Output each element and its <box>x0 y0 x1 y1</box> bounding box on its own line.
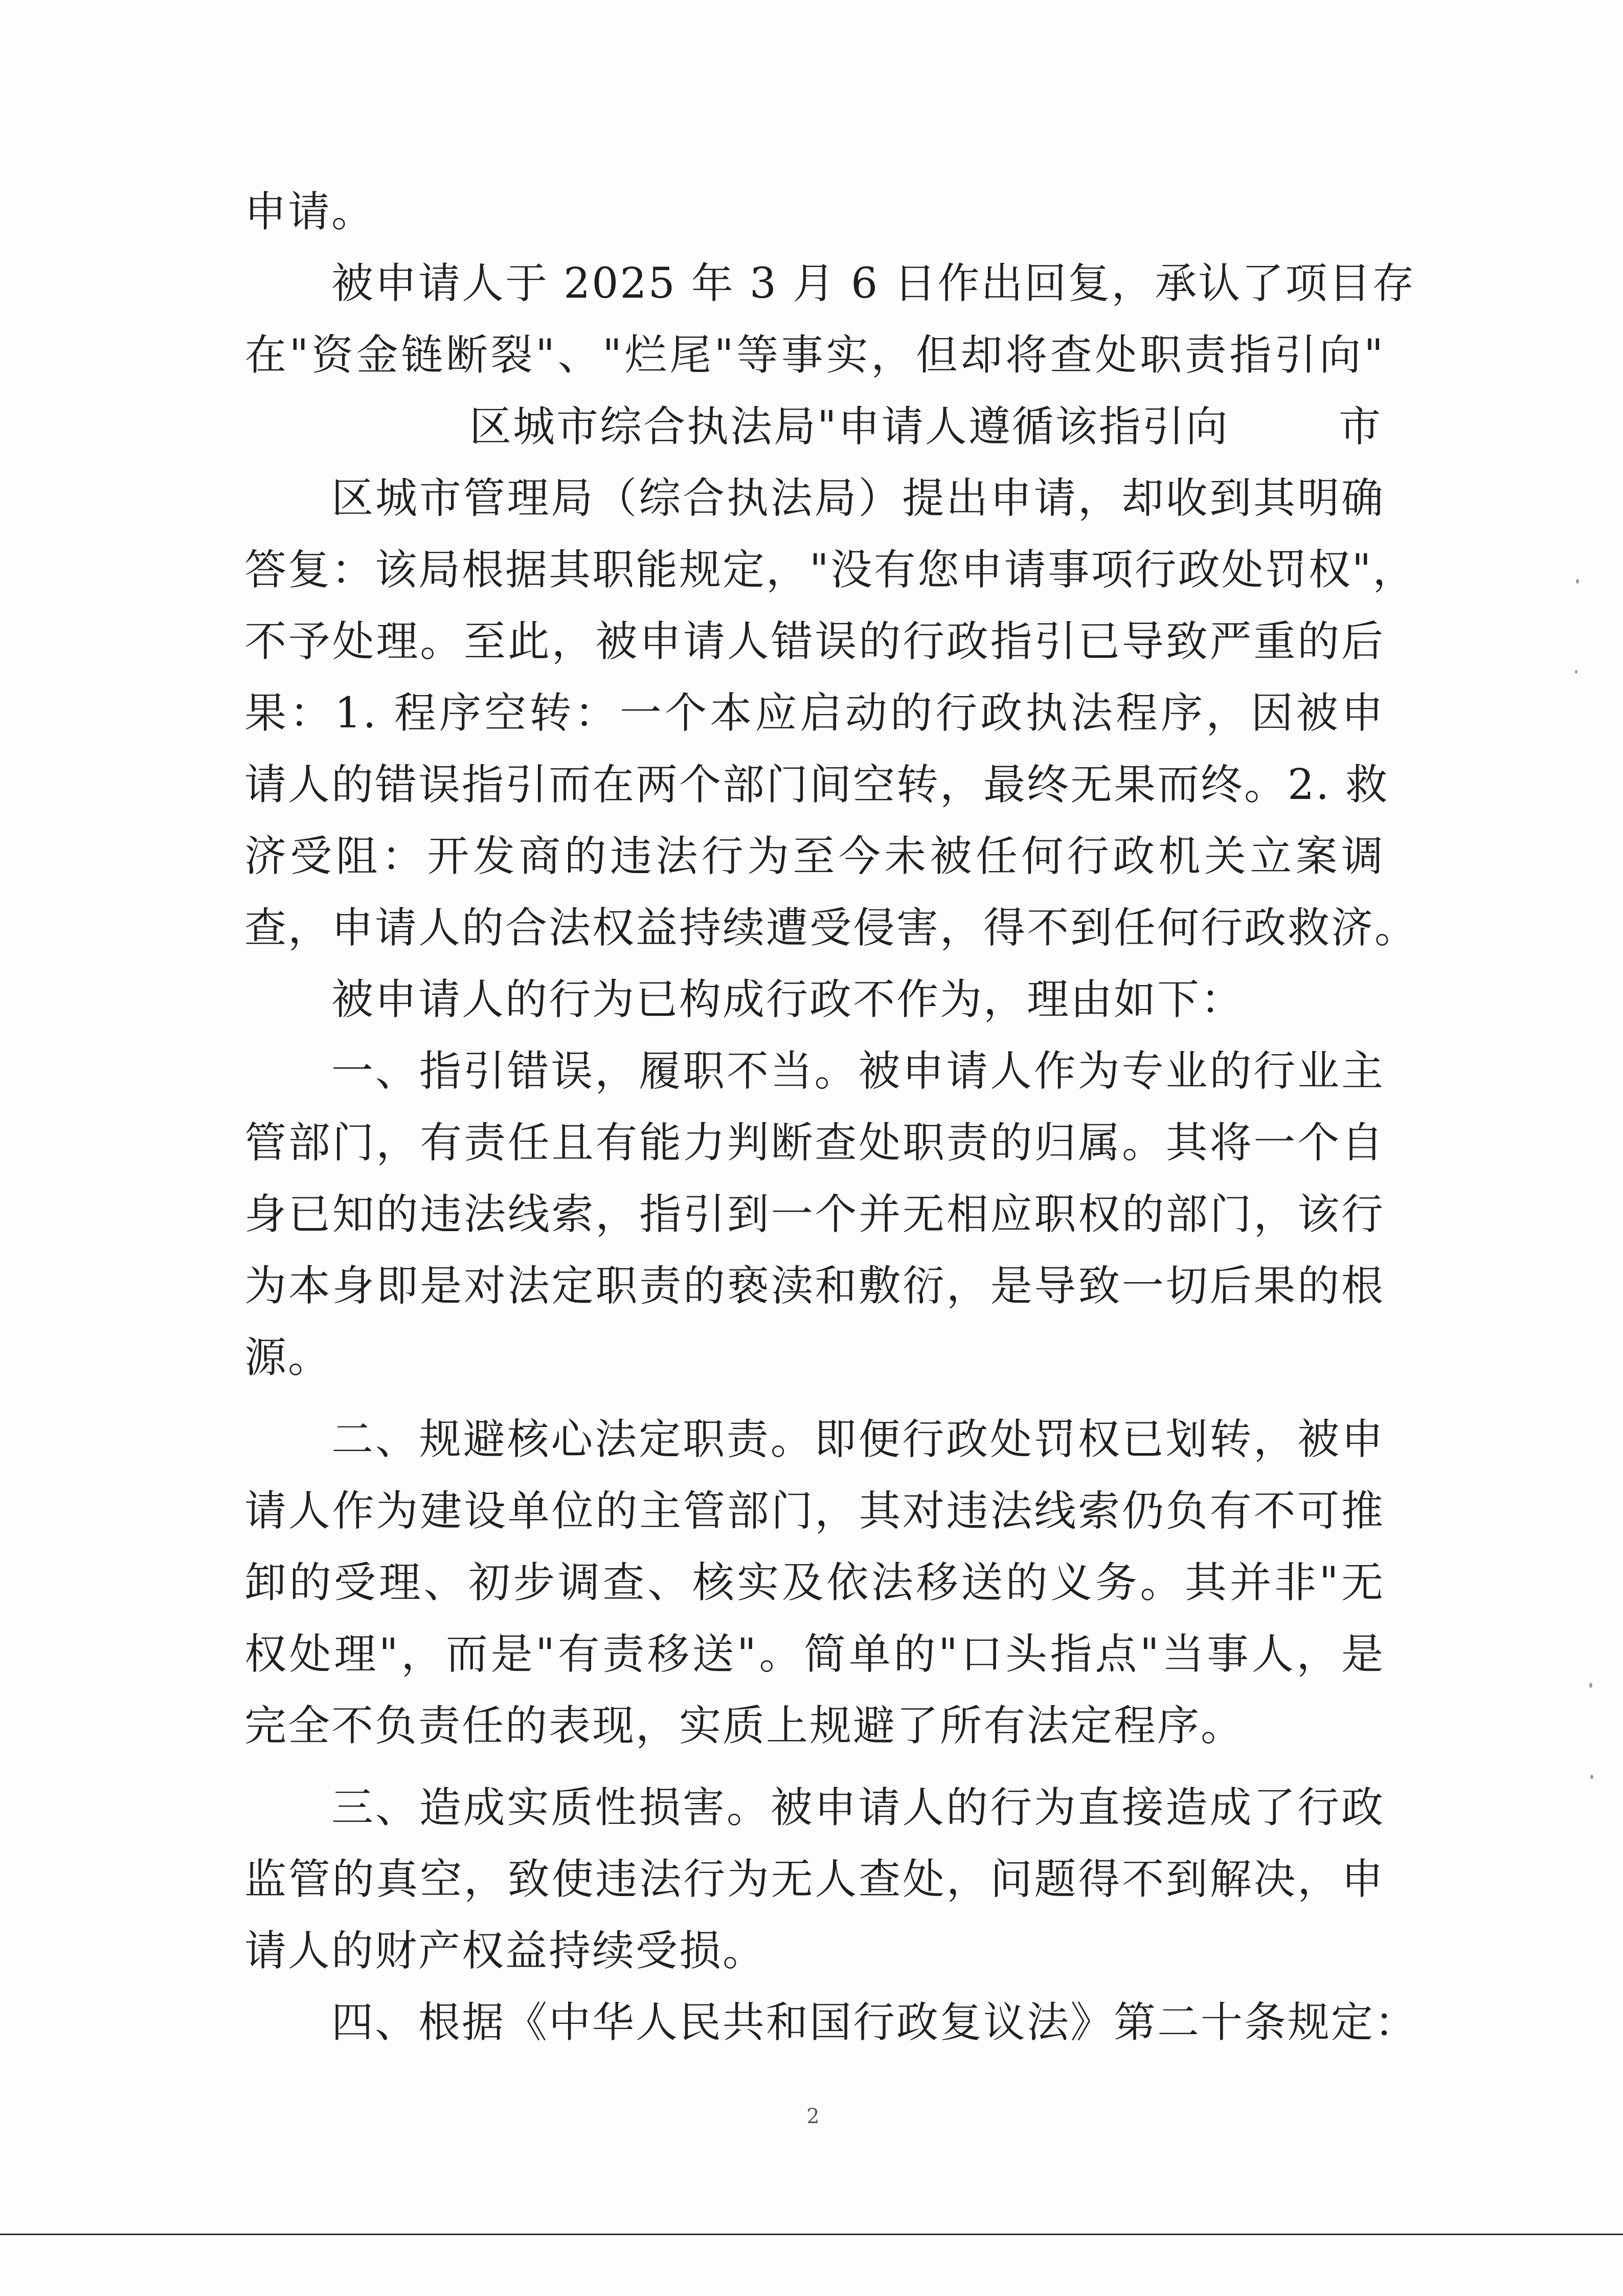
text-line: 在"资金链断裂"、"烂尾"等事实，但却将查处职责指引向" <box>244 331 1385 380</box>
scan-speck <box>1589 1683 1592 1688</box>
scan-speck <box>1575 670 1577 674</box>
page-bottom-rule <box>0 2234 1623 2235</box>
text-line: 源。 <box>244 1333 332 1382</box>
page-number: 2 <box>806 2105 820 2128</box>
text-line: 被申请人于 2025 年 3 月 6 日作出回复，承认了项目存 <box>331 259 1416 308</box>
text-line: 四、根据《中华人民共和国行政复议法》第二十条规定： <box>331 1998 1418 2047</box>
text-line: 被申请人的行为已构成行政不作为，理由如下： <box>331 975 1245 1024</box>
text-line: 区城市管理局（综合执法局）提出申请，却收到其明确 <box>331 474 1385 523</box>
text-line: 请人的财产权益持续受损。 <box>244 1927 767 1975</box>
text-line: 查，申请人的合法权益持续遭受侵害，得不到任何行政救济。 <box>244 904 1418 952</box>
text-line: 监管的真空，致使违法行为无人查处，问题得不到解决，申 <box>244 1855 1385 1904</box>
scan-speck <box>1576 579 1579 584</box>
text-line: 身已知的违法线索，指引到一个并无相应职权的部门，该行 <box>244 1190 1385 1239</box>
text-line: 二、规避核心法定职责。即便行政处罚权已划转，被申 <box>331 1415 1385 1464</box>
text-line: 完全不负责任的表现，实质上规避了所有法定程序。 <box>244 1702 1245 1750</box>
text-line: 为本身即是对法定职责的亵渎和敷衍，是导致一切后果的根 <box>244 1262 1385 1310</box>
text-line: 申请。 <box>244 188 375 236</box>
text-line: 请人的错误指引而在两个部门间空转，最终无果而终。2. 救 <box>244 761 1389 809</box>
text-line: 市 <box>1339 403 1383 451</box>
text-line: 区城市综合执法局"申请人遵循该指引向 <box>469 403 1229 451</box>
text-line: 一、指引错误，履职不当。被申请人作为专业的行业主 <box>331 1047 1385 1096</box>
text-line: 管部门，有责任且有能力判断查处职责的归属。其将一个自 <box>244 1119 1385 1167</box>
scan-speck <box>1590 1775 1593 1779</box>
text-line: 请人作为建设单位的主管部门，其对违法线索仍负有不可推 <box>244 1487 1385 1535</box>
text-line: 果：1. 程序空转：一个本应启动的行政执法程序，因被申 <box>244 689 1385 738</box>
text-line: 不予处理。至此，被申请人错误的行政指引已导致严重的后 <box>244 617 1385 666</box>
text-line: 答复：该局根据其职能规定，"没有您申请事项行政处罚权"， <box>244 546 1416 594</box>
text-line: 卸的受理、初步调查、核实及依法移送的义务。其并非"无 <box>244 1558 1385 1607</box>
text-line: 权处理"，而是"有责移送"。简单的"口头指点"当事人，是 <box>244 1630 1385 1679</box>
text-line: 三、造成实质性损害。被申请人的行为直接造成了行政 <box>331 1784 1385 1832</box>
text-line: 济受阻：开发商的违法行为至今未被任何行政机关立案调 <box>244 832 1385 881</box>
